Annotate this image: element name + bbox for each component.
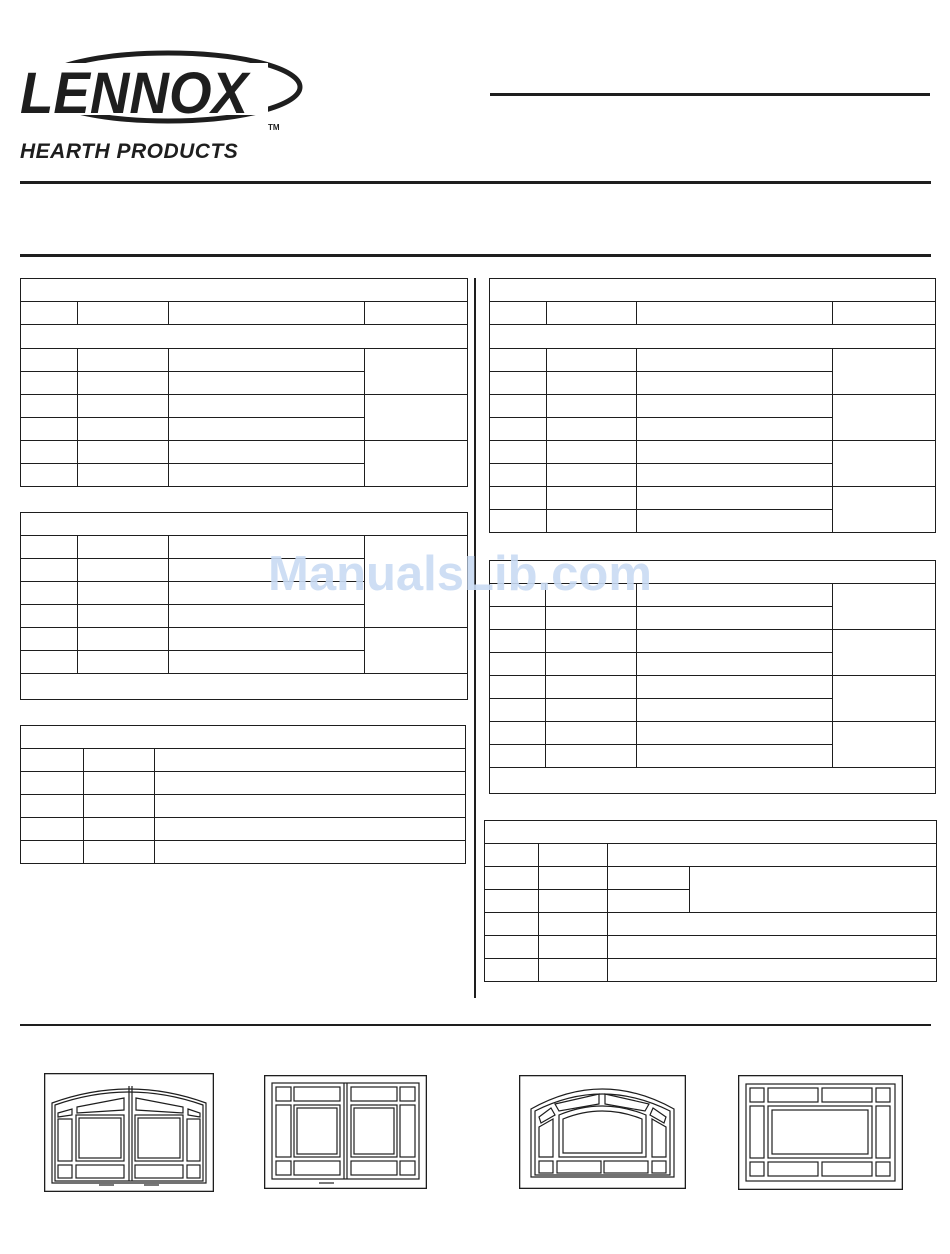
table-cell <box>539 890 608 913</box>
arched-single-door-icon <box>519 1075 686 1189</box>
logo-wordmark: LENNOX <box>20 61 252 126</box>
table-cell <box>21 772 84 795</box>
table-cell <box>21 372 78 395</box>
table-cell <box>21 536 78 559</box>
table-row <box>485 913 937 936</box>
table-cell <box>833 349 936 395</box>
table-cell <box>169 628 365 651</box>
table-row <box>485 867 937 890</box>
table-cell <box>169 372 365 395</box>
table-cell <box>546 630 637 653</box>
table-cell <box>546 653 637 676</box>
table-cell <box>539 867 608 890</box>
table-cell <box>485 821 937 844</box>
table-cell <box>490 510 547 533</box>
table-cell <box>833 441 936 487</box>
table-cell <box>547 349 637 372</box>
table-cell <box>21 325 468 349</box>
table-cell <box>21 349 78 372</box>
table-cell <box>169 349 365 372</box>
table-cell <box>490 607 546 630</box>
table-cell <box>21 513 468 536</box>
table-cell <box>78 464 169 487</box>
brand-subtitle: HEARTH PRODUCTS <box>20 140 239 163</box>
table-cell <box>365 395 468 441</box>
table-cell <box>78 441 169 464</box>
table-cell <box>546 676 637 699</box>
rectangular-double-door-icon <box>264 1075 427 1189</box>
table-cell <box>637 487 833 510</box>
table-cell <box>490 676 546 699</box>
table-cell <box>637 302 833 325</box>
table-cell <box>169 418 365 441</box>
header-title-rule <box>490 93 930 96</box>
lennox-logo-graphic <box>18 45 308 140</box>
table-cell <box>169 395 365 418</box>
table-row <box>21 841 466 864</box>
table-cell <box>833 630 936 676</box>
table-section-row <box>21 325 468 349</box>
table-cell <box>637 699 833 722</box>
table-row <box>490 441 936 464</box>
table-cell <box>169 605 365 628</box>
table-cell <box>155 795 466 818</box>
table-cell <box>547 418 637 441</box>
rectangular-single-door-icon <box>738 1075 903 1190</box>
table-cell <box>539 913 608 936</box>
table-cell <box>490 302 547 325</box>
table-cell <box>84 818 155 841</box>
table-cell <box>21 441 78 464</box>
arched-double-door-icon <box>44 1073 214 1192</box>
table-cell <box>78 372 169 395</box>
table-cell <box>637 349 833 372</box>
table-cell <box>637 653 833 676</box>
table-cell <box>637 722 833 745</box>
table-cell <box>547 395 637 418</box>
table-cell <box>169 441 365 464</box>
table-cell <box>490 487 547 510</box>
watermark-text: ManualsLib.com <box>268 547 652 601</box>
table-cell <box>637 372 833 395</box>
table-cell <box>690 867 937 913</box>
table-cell <box>21 418 78 441</box>
table-row <box>490 487 936 510</box>
table-row <box>21 441 468 464</box>
footer-divider <box>20 1024 931 1026</box>
table-cell <box>485 913 539 936</box>
table-cell <box>485 867 539 890</box>
table-cell <box>490 441 547 464</box>
table-cell <box>608 936 937 959</box>
parts-table-right-bottom <box>484 820 937 982</box>
table-cell <box>833 584 936 630</box>
table-column-header-row <box>490 302 936 325</box>
table-cell <box>21 279 468 302</box>
table-cell <box>490 630 546 653</box>
table-row <box>21 349 468 372</box>
table-row <box>490 395 936 418</box>
header-divider-bottom <box>20 254 931 257</box>
table-cell <box>365 441 468 487</box>
table-row <box>490 722 936 745</box>
table-row <box>21 818 466 841</box>
table-cell <box>608 890 690 913</box>
table-cell <box>21 818 84 841</box>
table-cell <box>169 464 365 487</box>
table-cell <box>637 395 833 418</box>
table-row <box>21 795 466 818</box>
table-cell <box>78 349 169 372</box>
table-cell <box>78 536 169 559</box>
parts-table-left-middle <box>20 512 468 700</box>
table-cell <box>21 559 78 582</box>
table-cell <box>21 582 78 605</box>
table-cell <box>21 651 78 674</box>
table-cell <box>546 722 637 745</box>
table-row <box>490 630 936 653</box>
header-divider-top <box>20 181 931 184</box>
table-cell <box>84 749 155 772</box>
table-cell <box>490 279 936 302</box>
table-cell <box>365 349 468 395</box>
table-cell <box>78 628 169 651</box>
table-cell <box>637 607 833 630</box>
trademark-mark: TM <box>268 123 280 132</box>
table-cell <box>485 844 539 867</box>
table-cell <box>637 745 833 768</box>
table-cell <box>547 372 637 395</box>
table-cell <box>539 959 608 982</box>
table-cell <box>637 676 833 699</box>
table-cell <box>485 959 539 982</box>
table-header-row <box>21 279 468 302</box>
table-cell <box>169 651 365 674</box>
table-cell <box>547 441 637 464</box>
table-column-header-row <box>21 302 468 325</box>
table-cell <box>21 674 468 700</box>
table-cell <box>21 726 466 749</box>
table-cell <box>155 841 466 864</box>
table-cell <box>637 630 833 653</box>
table-cell <box>155 818 466 841</box>
table-cell <box>78 651 169 674</box>
table-cell <box>833 487 936 533</box>
table-cell <box>547 510 637 533</box>
table-cell <box>546 745 637 768</box>
table-cell <box>21 605 78 628</box>
table-cell <box>490 418 547 441</box>
table-cell <box>547 487 637 510</box>
brand-logo <box>18 45 308 140</box>
table-cell <box>21 795 84 818</box>
table-cell <box>21 395 78 418</box>
table-row <box>21 772 466 795</box>
table-cell <box>78 418 169 441</box>
table-cell <box>490 699 546 722</box>
table-cell <box>833 676 936 722</box>
table-cell <box>546 607 637 630</box>
table-cell <box>78 559 169 582</box>
table-row <box>21 395 468 418</box>
table-column-header-row <box>485 844 937 867</box>
table-cell <box>546 699 637 722</box>
table-cell <box>637 464 833 487</box>
table-cell <box>833 302 936 325</box>
table-cell <box>21 749 84 772</box>
parts-table-left-bottom <box>20 725 466 864</box>
table-cell <box>833 395 936 441</box>
column-separator <box>474 278 476 998</box>
table-cell <box>78 605 169 628</box>
table-footer-row <box>21 674 468 700</box>
table-cell <box>608 913 937 936</box>
table-cell <box>608 959 937 982</box>
table-row <box>485 936 937 959</box>
table-header-row <box>21 513 468 536</box>
table-cell <box>608 867 690 890</box>
table-cell <box>539 844 608 867</box>
table-header-row <box>490 279 936 302</box>
table-cell <box>637 441 833 464</box>
table-cell <box>547 302 637 325</box>
table-cell <box>155 772 466 795</box>
table-header-row <box>21 726 466 749</box>
table-cell <box>485 890 539 913</box>
table-cell <box>547 464 637 487</box>
table-cell <box>833 722 936 768</box>
table-cell <box>637 510 833 533</box>
table-cell <box>490 768 936 794</box>
table-cell <box>490 325 936 349</box>
table-cell <box>608 844 937 867</box>
table-header-row <box>485 821 937 844</box>
table-cell <box>21 302 78 325</box>
table-cell <box>539 936 608 959</box>
table-cell <box>155 749 466 772</box>
table-cell <box>490 372 547 395</box>
table-cell <box>78 302 169 325</box>
table-cell <box>21 464 78 487</box>
table-cell <box>490 653 546 676</box>
table-cell <box>490 722 546 745</box>
table-cell <box>490 395 547 418</box>
table-row <box>485 959 937 982</box>
parts-table-right-top <box>489 278 936 533</box>
table-cell <box>485 936 539 959</box>
table-cell <box>21 841 84 864</box>
parts-table-left-top <box>20 278 468 487</box>
table-cell <box>169 302 365 325</box>
table-row <box>490 676 936 699</box>
table-row <box>21 628 468 651</box>
table-cell <box>84 772 155 795</box>
table-cell <box>84 841 155 864</box>
table-cell <box>490 349 547 372</box>
table-cell <box>78 395 169 418</box>
table-cell <box>78 582 169 605</box>
table-row <box>21 749 466 772</box>
table-cell <box>21 628 78 651</box>
table-footer-row <box>490 768 936 794</box>
table-cell <box>637 418 833 441</box>
table-cell <box>84 795 155 818</box>
table-row <box>490 349 936 372</box>
table-cell <box>490 464 547 487</box>
table-section-row <box>490 325 936 349</box>
table-cell <box>365 302 468 325</box>
table-cell <box>365 628 468 674</box>
table-cell <box>490 745 546 768</box>
